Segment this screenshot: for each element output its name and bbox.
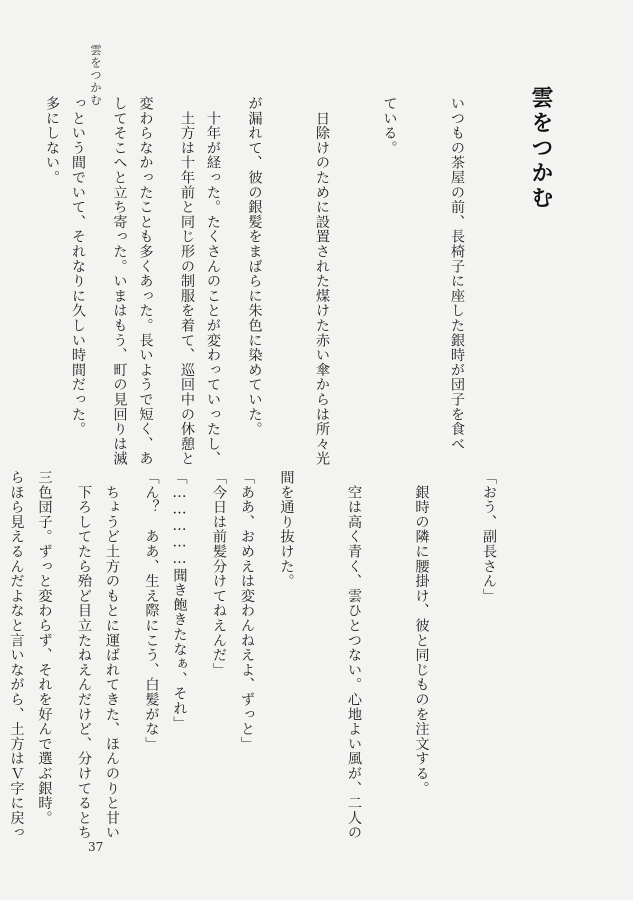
- text-block-upper-left: [0, 96, 269, 466]
- text-line: 十年が経った。たくさんのことが変わっていったし、: [205, 96, 221, 466]
- chapter-title: 雲をつかむ: [528, 86, 553, 211]
- text-line: 日除けのために設置された煤けた赤い傘からは所々光: [314, 96, 330, 466]
- text-line: 「ん？ ああ、生え際にこう、白髪がな」: [143, 470, 160, 752]
- text-line: 「おう、副長さん」: [481, 470, 497, 604]
- text-line: 下ろしてたら殆ど目立たねえんだけど、分けてるとち: [76, 470, 92, 840]
- text-line: 変わらなかったことも多くあった。長いようで短く、あ: [137, 96, 154, 466]
- text-block-lower-left: [0, 470, 303, 840]
- text-line: 三色団子。ずっと変わらず、それを好んで選ぶ銀時。: [36, 470, 53, 826]
- text-line: 銀時の隣に腰掛け、彼と同じものを注文する。: [413, 470, 430, 796]
- text-line: 多にしない。: [44, 96, 60, 185]
- text-line: 「……………聞き飽きたなぁ、それ」: [171, 470, 188, 731]
- text-line: らほら見えるんだよなと言いながら、土方はＶ字に戻っ: [8, 470, 25, 840]
- running-head: 雲をつかむ: [89, 44, 103, 107]
- page-number: 37: [88, 840, 104, 854]
- text-line: 「今日は前髪分けてねえんだ」: [211, 470, 227, 678]
- text-line: してそこへと立ち寄った。いまはもう、町の見回りは滅: [111, 96, 128, 466]
- text-line: っという間でいて、それなりに久しい時間だった。: [70, 96, 86, 437]
- text-line: いつもの茶屋の前、長椅子に座した銀時が団子を食べ: [449, 96, 465, 452]
- text-line: 空は高く青く、雲ひとつない。心地よい風が、二人の: [346, 470, 362, 840]
- text-line: ている。: [381, 96, 398, 156]
- text-line: が漏れて、彼の銀髪をまばらに朱色に染めていた。: [246, 96, 263, 437]
- text-line: ちょうど土方のもとに運ばれてきた、ほんのりと甘い: [104, 470, 120, 840]
- text-line: 土方は十年前と同じ形の制服を着て、巡回中の休憩と: [179, 96, 195, 466]
- text-line: 「ああ、おめえは変わんねえよ、ずっと」: [239, 470, 255, 752]
- text-line: 間を通り抜けた。: [278, 470, 295, 589]
